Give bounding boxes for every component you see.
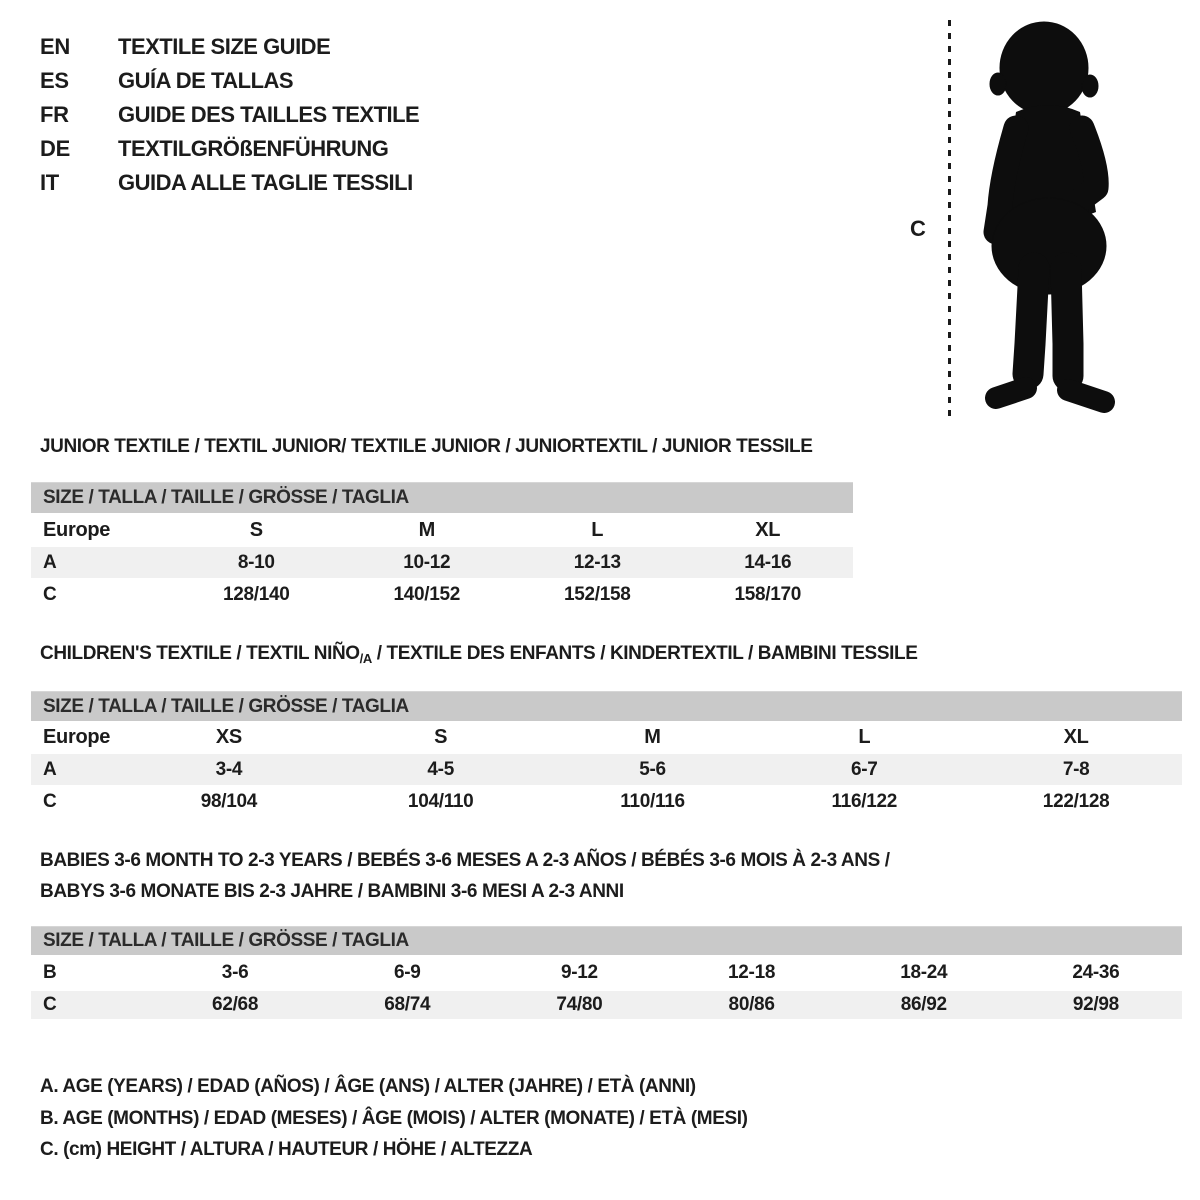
- table-row-months: [31, 955, 1182, 991]
- legend-height-cm: C. (cm) HEIGHT / ALTURA / HAUTEUR / HÖHE / ALTEZZA: [40, 1139, 533, 1160]
- col-header: S: [434, 726, 448, 748]
- col-header: M: [644, 726, 661, 748]
- col-header: XS: [215, 726, 242, 748]
- lang-code: DE: [40, 136, 70, 161]
- row-label: A: [43, 758, 57, 780]
- junior-size-header: SIZE / TALLA / TAILLE / GRÖSSE / TAGLIA: [31, 482, 853, 513]
- col-header: L: [858, 726, 871, 748]
- children-column-header-row: [31, 721, 1182, 754]
- cell-value: 18-24: [900, 962, 948, 983]
- lang-code: IT: [40, 170, 59, 195]
- col-header: L: [591, 518, 604, 541]
- cell-value: 98/104: [200, 791, 258, 812]
- cell-value: 6-7: [851, 758, 878, 780]
- lang-code: EN: [40, 34, 70, 59]
- lang-code: ES: [40, 68, 69, 93]
- lang-row-es: [40, 64, 419, 98]
- children-section-title: [40, 643, 917, 666]
- junior-section-title: JUNIOR TEXTILE / TEXTIL JUNIOR/ TEXTILE JUNIOR / JUNIORTEXTIL / JUNIOR TESSILE: [40, 436, 813, 457]
- row-label: C: [43, 791, 57, 812]
- row-label: B: [43, 962, 57, 983]
- cell-value: 152/158: [563, 583, 631, 605]
- cell-value: 24-36: [1072, 962, 1120, 983]
- cell-value: 122/128: [1042, 791, 1110, 812]
- col-header: XL: [755, 518, 781, 541]
- children-title-rest: / TEXTILE DES ENFANTS / KINDERTEXTIL / BAMBINI TESSILE: [371, 643, 918, 664]
- language-list: [40, 30, 419, 200]
- children-title-subscript: /A: [359, 651, 372, 666]
- cell-value: 4-5: [427, 758, 454, 780]
- cell-value: 14-16: [744, 551, 792, 573]
- cell-value: 9-12: [561, 962, 598, 983]
- children-size-table: [31, 691, 1182, 819]
- col-header: Europe: [43, 726, 111, 748]
- babies-size-table: [31, 926, 1182, 1019]
- lang-row-de: [40, 132, 419, 166]
- cell-value: 3-4: [215, 758, 243, 780]
- cell-value: 12-13: [573, 551, 621, 573]
- cell-value: 92/98: [1072, 994, 1119, 1015]
- col-header: XL: [1063, 726, 1089, 748]
- cell-value: 116/122: [831, 791, 898, 812]
- lang-row-en: [40, 30, 419, 64]
- legend-age-years: A. AGE (YEARS) / EDAD (AÑOS) / ÂGE (ANS) / ALTER (JAHRE) / ETÀ (ANNI): [40, 1076, 696, 1097]
- cell-value: 68/74: [384, 994, 431, 1015]
- col-header: M: [418, 518, 435, 541]
- table-row-height: [31, 785, 1182, 819]
- cell-value: 158/170: [734, 583, 802, 605]
- junior-column-header-row: [31, 513, 853, 547]
- babies-title-line1: BABIES 3-6 MONTH TO 2-3 YEARS / BEBÉS 3-6 MESES A 2-3 AÑOS / BÉBÉS 3-6 MOIS À 2-3 ANS /: [40, 850, 890, 871]
- row-label: C: [43, 994, 57, 1015]
- lang-row-fr: [40, 98, 419, 132]
- cell-value: 8-10: [237, 551, 275, 573]
- table-row-height: [31, 578, 853, 611]
- col-header: Europe: [43, 518, 111, 541]
- cell-value: 110/116: [620, 791, 685, 812]
- cell-value: 128/140: [222, 583, 290, 605]
- junior-size-table: [31, 482, 853, 611]
- cell-value: 6-9: [393, 962, 421, 983]
- cell-value: 5-6: [639, 758, 666, 780]
- cell-value: 10-12: [403, 551, 451, 573]
- lang-row-it: [40, 166, 419, 200]
- lang-title: GUÍA DE TALLAS: [118, 68, 294, 93]
- table-row-height: [31, 991, 1182, 1019]
- lang-title: TEXTILGRÖßENFÜHRUNG: [118, 136, 389, 161]
- lang-title: GUIDA ALLE TAGLIE TESSILI: [118, 170, 413, 195]
- measurement-legend: [40, 1071, 748, 1166]
- babies-size-header: SIZE / TALLA / TAILLE / GRÖSSE / TAGLIA: [31, 926, 1182, 955]
- cell-value: 12-18: [728, 962, 776, 983]
- height-measure-label: C: [910, 216, 926, 241]
- cell-value: 104/110: [407, 791, 474, 812]
- cell-value: 80/86: [728, 994, 775, 1015]
- table-row-age: [31, 547, 853, 578]
- row-label: A: [43, 551, 57, 573]
- row-label: C: [43, 583, 57, 605]
- cell-value: 7-8: [1062, 758, 1090, 780]
- cell-value: 62/68: [212, 994, 259, 1015]
- height-dashed-line: [948, 20, 951, 416]
- children-title-main: CHILDREN'S TEXTILE / TEXTIL NIÑO: [40, 643, 360, 664]
- cell-value: 3-6: [221, 962, 249, 983]
- cell-value: 74/80: [556, 994, 603, 1015]
- lang-title: TEXTILE SIZE GUIDE: [118, 34, 331, 59]
- cell-value: 140/152: [393, 583, 461, 605]
- lang-code: FR: [40, 102, 69, 127]
- toddler-silhouette-icon: [960, 16, 1140, 418]
- children-size-header: SIZE / TALLA / TAILLE / GRÖSSE / TAGLIA: [31, 691, 1182, 721]
- babies-section-title: [40, 845, 890, 907]
- table-row-age: [31, 754, 1182, 785]
- cell-value: 86/92: [900, 994, 947, 1015]
- col-header: S: [249, 518, 263, 541]
- legend-age-months: B. AGE (MONTHS) / EDAD (MESES) / ÂGE (MOIS) / ALTER (MONATE) / ETÀ (MESI): [40, 1107, 748, 1129]
- babies-title-line2: BABYS 3-6 MONATE BIS 2-3 JAHRE / BAMBINI 3-6 MESI A 2-3 ANNI: [40, 881, 624, 902]
- lang-title: GUIDE DES TAILLES TEXTILE: [118, 102, 420, 127]
